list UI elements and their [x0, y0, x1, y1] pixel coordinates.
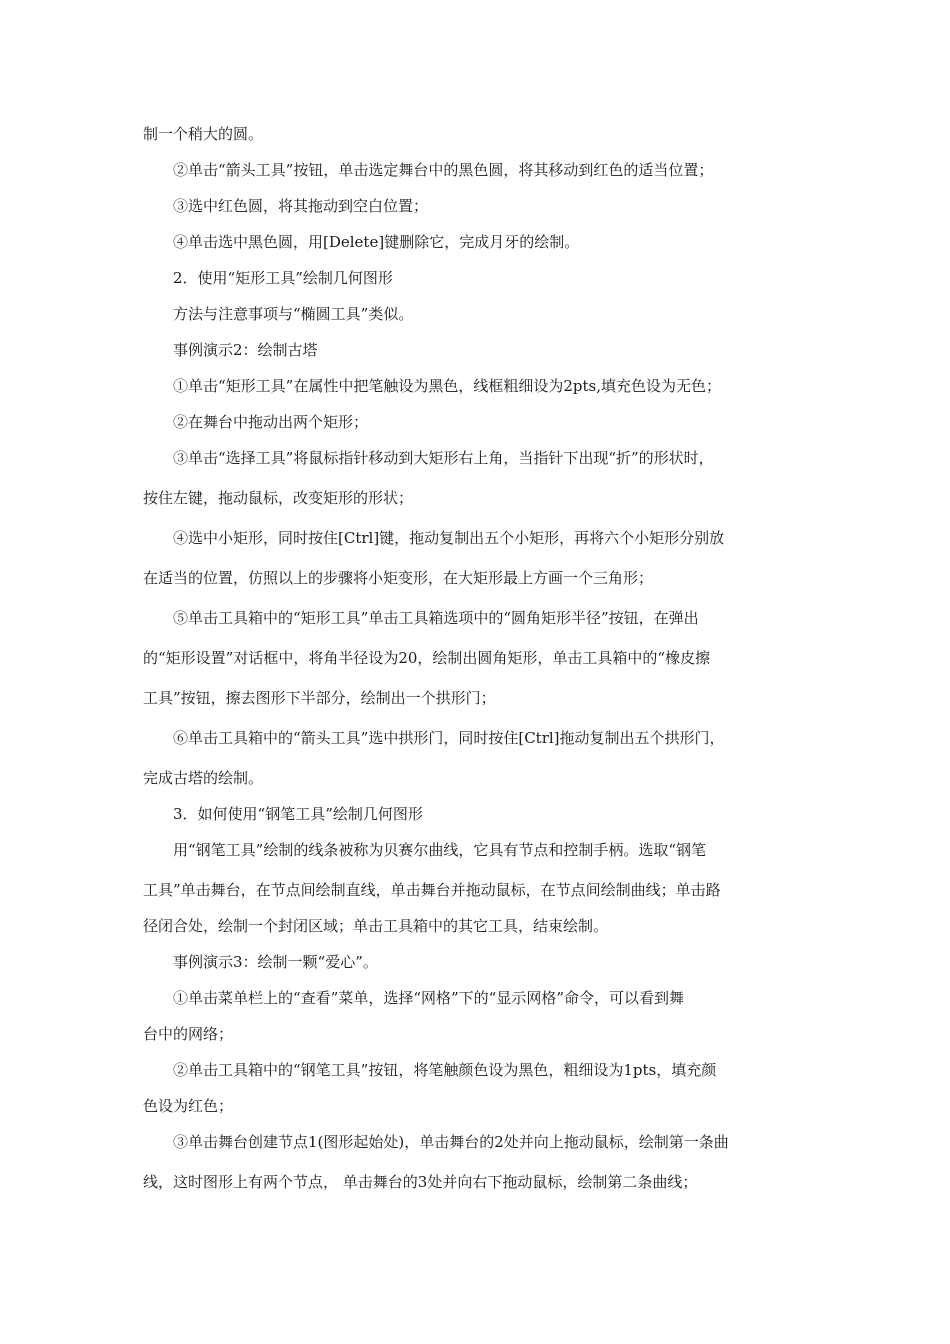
example-heading: 事例演示3：绘制一颗“爱心”。 [173, 953, 378, 971]
paragraph-line: ②单击工具箱中的“钢笔工具”按钮，将笔触颜色设为黑色，粗细设为1pts，填充颜 [173, 1061, 717, 1079]
paragraph-line: ③单击“选择工具”将鼠标指针移动到大矩形右上角，当指针下出现“折”的形状时， [173, 449, 714, 467]
paragraph-line: 的“矩形设置”对话框中，将角半径设为20，绘制出圆角矩形，单击工具箱中的“橡皮擦 [143, 649, 711, 667]
paragraph-line: ①单击“矩形工具”在属性中把笔触设为黑色，线框粗细设为2pts,填充色设为无色； [173, 377, 721, 395]
paragraph-line: ⑥单击工具箱中的“箭头工具”选中拱形门，同时按住[Ctrl]拖动复制出五个拱形门， [173, 729, 725, 747]
document-body [143, 125, 813, 1191]
paragraph-line: 完成古塔的绘制。 [143, 769, 264, 787]
paragraph-line: 台中的网络； [143, 1025, 234, 1043]
paragraph-line: 工具”单击舞台，在节点间绘制直线，单击舞台并拖动鼠标，在节点间绘制曲线；单击路 [143, 881, 721, 899]
paragraph-line: 制一个稍大的圆。 [143, 125, 264, 143]
paragraph-line: ①单击菜单栏上的“查看”菜单，选择“网格”下的“显示网格”命令，可以看到舞 [173, 989, 685, 1007]
section-heading: 2．使用“矩形工具”绘制几何图形 [173, 269, 393, 287]
paragraph-line: ④单击选中黑色圆，用[Delete]键删除它，完成月牙的绘制。 [173, 233, 580, 251]
paragraph-line: 色设为红色； [143, 1097, 234, 1115]
paragraph-line: ⑤单击工具箱中的“矩形工具”单击工具箱选项中的“圆角矩形半径”按钮，在弹出 [173, 609, 699, 627]
paragraph-line: 线，这时图形上有两个节点， 单击舞台的3处并向右下拖动鼠标，绘制第二条曲线； [143, 1173, 698, 1191]
section-heading: 3．如何使用“钢笔工具”绘制几何图形 [173, 805, 423, 823]
paragraph-line: ③单击舞台创建节点1(图形起始处)，单击舞台的2处并向上拖动鼠标，绘制第一条曲 [173, 1133, 729, 1151]
paragraph-line: 用“钢笔工具”绘制的线条被称为贝赛尔曲线，它具有节点和控制手柄。选取“钢笔 [173, 841, 707, 859]
paragraph-line: 方法与注意事项与“椭圆工具”类似。 [173, 305, 414, 323]
paragraph-line: ②在舞台中拖动出两个矩形； [173, 413, 369, 431]
paragraph-line: 径闭合处，绘制一个封闭区域；单击工具箱中的其它工具，结束绘制。 [143, 917, 609, 935]
paragraph-line: 按住左键，拖动鼠标，改变矩形的形状； [143, 489, 414, 507]
example-heading: 事例演示2：绘制古塔 [173, 341, 318, 359]
paragraph-line: 工具”按钮，擦去图形下半部分，绘制出一个拱形门； [143, 689, 496, 707]
paragraph-line: ③选中红色圆，将其拖动到空白位置； [173, 197, 429, 215]
paragraph-line: 在适当的位置，仿照以上的步骤将小矩变形，在大矩形最上方画一个三角形； [143, 569, 654, 587]
paragraph-line: ④选中小矩形，同时按住[Ctrl]键，拖动复制出五个小矩形，再将六个小矩形分别放 [173, 529, 725, 547]
paragraph-line: ②单击“箭头工具”按钮，单击选定舞台中的黑色圆，将其移动到红色的适当位置； [173, 161, 714, 179]
